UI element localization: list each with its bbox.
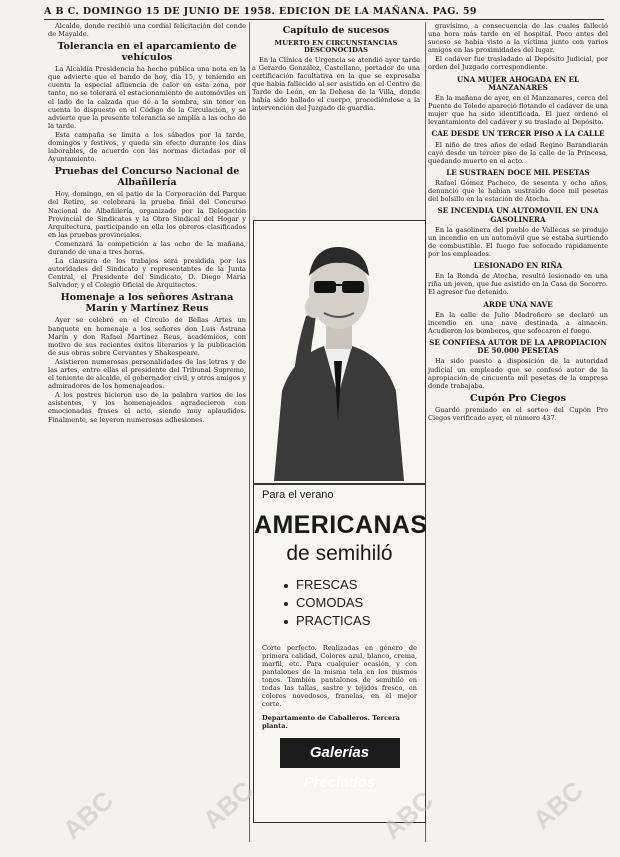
paragraph: A los postres hicieron uso de la palabra varios de los asistentes, y los homenajeados agradecieron con emocionadas frases el acto, siendo muy aplaudidos. Finalmente, se leyeron numerosas adhesiones. xyxy=(48,391,246,424)
ad-headline: AMERICANAS xyxy=(254,511,428,539)
paragraph: La Alcaldía Presidencia ha hecho pública una nota en la que advierte que el bando de hoy, día 15, y teniendo en cuenta la especial afluencia de calor en esta zona, por tanto, no se tolerará el estacionamiento de automóviles en el lado de la calzada que dé a la sombra, sin tener en cuenta lo dispuesto en el Código de la Circulación, y se advierte que la presente tolerancia se amplía a las ocho de la tarde. xyxy=(48,65,246,130)
paragraph: En la mañana de ayer, en el Manzanares, cerca del Puente de Toledo apareció flotando el cadáver de una mujer que ha sido identificada. El juez ordenó el levantamiento del cadáver y su traslado al Depósito. xyxy=(428,93,608,127)
paragraph: Esta campaña se limita a los sábados por la tarde, domingos y festivos, y queda sin efecto durante los días laborables, de acuerdo con las normas dictadas por el Ayuntamiento. xyxy=(48,130,246,164)
advertisement-americanas xyxy=(253,484,426,823)
paragraph: Ayer se celebró en el Círculo de Bellas Artes un banquete en homenaje a los señores don Luis Astrana Marín y don Rafael Martínez Reus, académicos, con motivo de sus recientes éxitos literarios y la publicación de sus obras sobre Cervantes y Shakespeare. xyxy=(48,316,246,357)
ad-feature: PRACTICAS xyxy=(284,612,425,630)
page-header: A B C. DOMINGO 15 DE JUNIO DE 1958. EDICION DE LA MAÑANA. PAG. 59 xyxy=(44,6,604,20)
paragraph: En la Ronda de Atocha, resultó lesionado en una riña un joven, que fue asistido en la Casa de Socorro. El agresor fue detenido. xyxy=(428,272,608,297)
ad-feature: FRESCAS xyxy=(284,576,425,594)
watermark-stamp: ABC xyxy=(526,775,589,836)
advertisement-photo xyxy=(253,220,426,484)
paragraph: El niño de tres años de edad Regino Barandiarán cayó desde un tercer piso de la calle de la Princesa, quedando muerto en el acto. xyxy=(428,140,608,165)
ad-feature-list xyxy=(284,576,425,630)
headline-sustraen: LE SUSTRAEN DOCE MIL PESETAS xyxy=(446,167,590,177)
lead-paragraph: Alcalde, donde recibió una cordial felicitación del conde de Mayalde. xyxy=(48,22,246,39)
headline-tolerancia: Tolerancia en el aparcamiento de vehículos xyxy=(57,41,237,63)
section-title-sucesos: Capítulo de sucesos xyxy=(282,25,390,36)
headline-arde-nave: ARDE UNA NAVE xyxy=(483,299,553,309)
paragraph: Ha sido puesto a disposición de la autoridad judicial un empleado que se confesó autor de la apropiación de cincuenta mil pesetas de la empresa donde trabajaba. xyxy=(428,357,608,390)
headline-incendio-automovil: SE INCENDIA UN AUTOMOVIL EN UNA GASOLINERA xyxy=(437,206,599,224)
ad-tagline: Para el verano xyxy=(262,489,334,501)
ad-department: Departamento de Caballeros. Tercera planta. xyxy=(262,714,400,730)
paragraph: gravísimo, a consecuencia de las cuales falleció una hora más tarde en el hospital. Poco antes del suceso se había visto a la víctima junto con varios amigos en las proximidades del lugar. xyxy=(428,22,608,55)
headline-lesionado: LESIONADO EN RIÑA xyxy=(473,261,563,271)
headline-mujer-ahogada: UNA MUJER AHOGADA EN EL MANZANARES xyxy=(456,74,580,92)
headline-cupon-ciegos: Cupón Pro Ciegos xyxy=(470,392,566,404)
paragraph: Hoy, domingo, en el patio de la Corporación del Parque del Retiro, se celebrará la prueba final del Concurso Nacional de Albañilería, organizado por la Delegación Provincial de Sindicatos y la Obra Sindical del Hogar y Arquitectura, participando en ella los obreros clasificados en las pruebas provinciales. xyxy=(48,190,246,239)
paragraph: Guardó premiado en el sorteo del Cupón Pro Ciegos verificado ayer, el número 437. xyxy=(428,406,608,423)
ad-subheadline: de semihiló xyxy=(286,542,393,565)
column-left xyxy=(48,22,246,425)
man-with-glasses-illustration xyxy=(254,221,423,481)
paragraph: El cadáver fue trasladado al Depósito Judicial, por orden del Juzgado correspondiente. xyxy=(428,55,608,72)
column-middle xyxy=(252,22,420,113)
paragraph: Rafael Gómez Pacheco, de sesenta y ocho años, denunció que le habían sustraído doce mil pesetas del bolsillo en la estación de Atocha. xyxy=(428,179,608,204)
paragraph: En la Clínica de Urgencia se atendió ayer tarde a Gerardo González, Castellano, portador de una certificación facultativa en la que se expresaba que había fallecido al ser asistido en el Centro de Tarde de León, en la Dehesa de la Villa, donde había sido hallado el cuerpo, procediéndose a la intervención del Juzgado de guardia. xyxy=(252,55,420,113)
paragraph: En la calle de Julio Madroñero se declaró un incendio en una nave destinada a almacén. Acudieron los bomberos, que sofocaron el fuego. xyxy=(428,310,608,335)
headline-cae-piso: CAE DESDE UN TERCER PISO A LA CALLE xyxy=(431,129,605,139)
ad-description: Corte perfecto. Realizadas en género de primera calidad. Colores azul, blanco, crema, marfil, etc. Para cualquier ocasión, y con pantalones de la misma tela en los mismos tonos. También pantalones de semihiló en todas las tallas, sastre y tejidos fresco, en colores novedosos, franelas, en el mejor corte. xyxy=(262,644,417,708)
watermark-stamp: ABC xyxy=(376,785,439,846)
headline-albanileria: Pruebas del Concurso Nacional de Albañilería xyxy=(54,166,240,188)
watermark-stamp: ABC xyxy=(196,775,259,836)
subheadline-muerto: MUERTO EN CIRCUNSTANCIAS DESCONOCIDAS xyxy=(274,38,398,55)
paragraph: La clausura de los trabajos será presidida por las autoridades del Sindicato y representantes de la Junta Central, el Presidente del Sindicato, D. Diego María Salvador, y el Colegio Oficial de Arquitectos. xyxy=(48,257,246,290)
headline-apropiacion: SE CONFIESA AUTOR DE LA APROPIACION DE 50.000 PESETAS xyxy=(429,338,607,356)
column-right xyxy=(428,22,608,424)
ad-feature: COMODAS xyxy=(284,594,425,612)
paragraph: En la gasolinera del pueblo de Vallecas se produjo un incendio en un automóvil que se estaba surtiendo de combustible. El fuego fue sofocado rápidamente por los empleados. xyxy=(428,225,608,258)
brand-logo: Galerías Preciados xyxy=(280,738,400,768)
paragraph: Comenzará la competición a las ocho de la mañana, durando de una a tres horas. xyxy=(48,239,246,256)
column-divider xyxy=(249,22,250,842)
watermark-stamp: ABC xyxy=(56,785,119,846)
headline-homenaje: Homenaje a los señores Astrana Marín y Martínez Reus xyxy=(60,292,234,314)
paragraph: Asistieron numerosas personalidades de las letras y de las artes, entre ellas el presidente del Tribunal Supremo, el teniente de alcalde, el gobernador civil, y otros amigos y admiradores de los homenajeados. xyxy=(48,357,246,391)
